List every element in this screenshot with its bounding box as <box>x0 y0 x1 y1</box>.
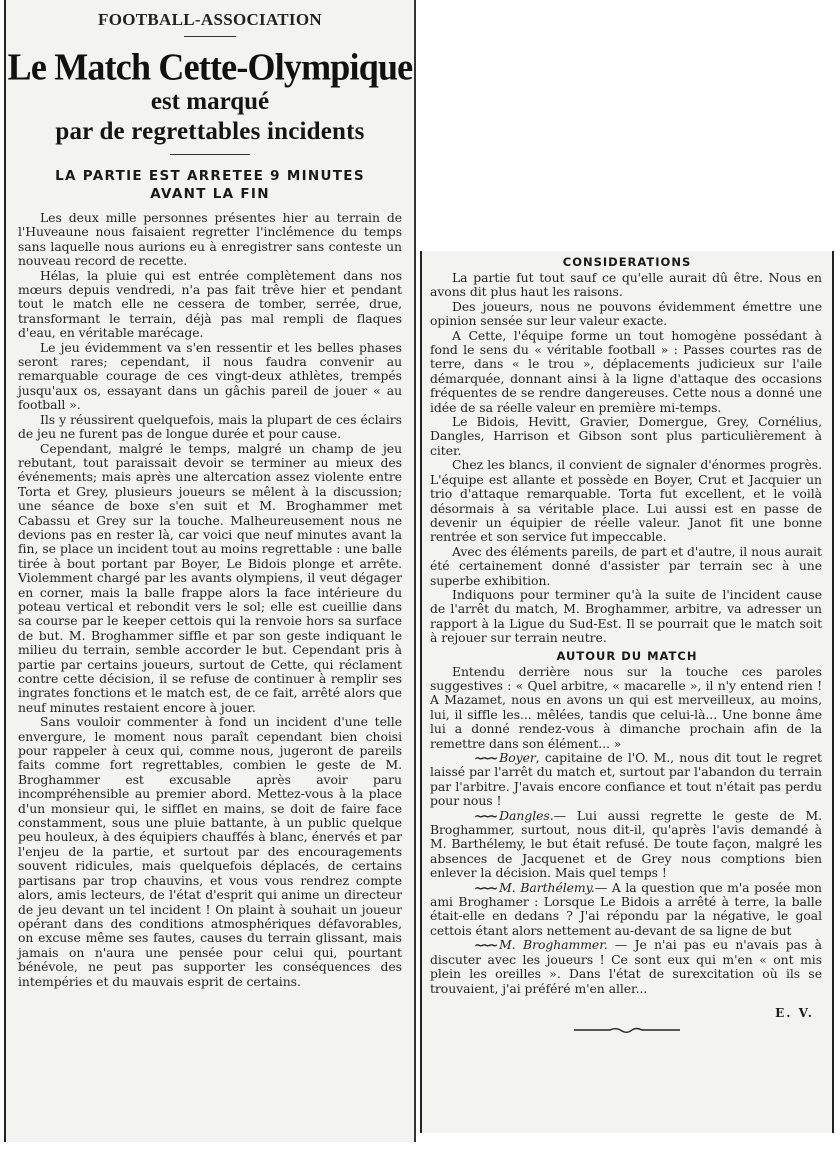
paragraph: Les deux mille personnes présentes hier au terrain de l'Huveaune nous faisaient regretter l'inclémence du temps sans laquelle nous aurions eu à enregistrer sans conteste un nouveau record de recette. <box>18 210 402 269</box>
end-ornament-icon <box>572 1026 682 1034</box>
quote-paragraph <box>430 938 822 996</box>
quote-paragraph <box>430 881 822 939</box>
paragraph: Cependant, malgré le temps, malgré un champ de jeu rebutant, tout paraissait devoir se terminer au mieux des événements; mais après une altercation assez violente entre Torta et Grey, plusieurs joueurs se mêlent à la discussion; une séance de boxe s'en suit et M. Broghammer met Cabassu et Grey sur la touche. Malheureusement nous ne devions pas en rester là, car voici que neuf minutes avant la fin, se place un incident tout au moins regrettable : une balle tirée à bout portant par Boyer, Le Bidois plonge et arrête. Violemment chargé par les avants olympiens, il veut dégager en corner, mais la balle frappe alors la face intérieure du poteau vertical et rebondit vers le sol; elle est cueillie dans sa course par le keeper cettois qui la renvoie hors sa surface de but. M. Broghammer siffle et par son geste indiquant le milieu du terrain, semble accorder le but. Cependant pris à partie par certains joueurs, surtout de Cette, qui réclament contre cette décision, il se refuse de continuer à remplir ses ingrates fonctions et le match est, de ce fait, arrêté alors que neuf minutes restaient encore à jouer. <box>18 440 402 715</box>
quote-paragraph <box>430 809 822 881</box>
quote-marker-icon: ~~~ <box>474 938 496 953</box>
quote-speaker: Dangles. <box>499 807 554 823</box>
paragraph: Le Bidois, Hevitt, Gravier, Domergue, Grey, Cornélius, Dangles, Harrison et Gibson sont plus particulièrement à citer. <box>430 414 822 458</box>
autour-body <box>422 665 832 996</box>
article-body <box>6 203 414 989</box>
paragraph: Entendu derrière nous sur la touche ces paroles suggestives : « Quel arbitre, « macarelle », il n'y entend rien ! A Mazamet, nous en avons un qui est merveilleux, au moins, lui, il siffle les... mêlées, tandis que celui-là... Une bonne âme lui a donné rendez-vous à dimanche prochain afin de la remettre dans son élément... » <box>430 663 822 751</box>
paragraph: Chez les blancs, il convient de signaler d'énormes progrès. L'équipe est allante et possède en Boyer, Crut et Jacquier un trio d'attaque remarquable. Torta fut excellent, et le voilà désormais à sa véritable place. Lui aussi est en passe de devenir un équipier de réelle valeur. Janot fit une bonne rentrée et son service fut impeccable. <box>430 457 822 545</box>
quote-marker-icon: ~~~ <box>474 880 496 895</box>
quote-speaker: Boyer <box>499 750 536 765</box>
article-subhead-2: par de regrettables incidents <box>55 118 365 145</box>
paragraph: Ils y réussirent quelquefois, mais la plupart de ces éclairs de jeu ne furent pas de longue durée et pour cause. <box>18 411 402 442</box>
paragraph: La partie fut tout sauf ce qu'elle aurait dû être. Nous en avons dit plus haut les raisons. <box>430 270 822 300</box>
quote-text: — Je n'ai pas eu n'avais pas à discuter avec les joueurs ! Ce sont eux qui m'en « ont mis plein les oreilles ». Dans l'état de surexcitation où ils se trouvaient, j'ai préféré m'en aller... <box>430 937 822 996</box>
considerations-heading: CONSIDERATIONS <box>562 255 692 269</box>
autour-heading: AUTOUR DU MATCH <box>556 648 698 663</box>
headline-divider <box>170 154 250 155</box>
quote-paragraph <box>430 751 822 809</box>
quote-marker-icon: ~~~ <box>474 751 496 765</box>
deck-line-1: LA PARTIE EST ARRETEE 9 MINUTES <box>55 168 365 184</box>
quote-speaker: M. Barthélemy. <box>499 879 595 895</box>
quote-text: — Lui aussi regrette le geste de M. Broghammer, surtout, nous dit-il, qu'après l'avis demandé à M. Barthélemy, le but était refusé. De toute façon, malgré les absences de Jacquenet et de Grey nous comptions bien enlever la décision. Mais quel temps ! <box>430 807 822 881</box>
quote-speaker: M. Broghammer. <box>499 937 608 953</box>
article-left-column <box>4 0 416 1142</box>
paragraph: Avec des éléments pareils, de part et d'autre, il nous aurait été certainement donné d'assister par terrain sec à une superbe exhibition. <box>430 543 822 588</box>
article-subhead-1: est marqué <box>150 88 270 115</box>
paragraph: Hélas, la pluie qui est entrée complètement dans nos mœurs depuis vendredi, n'a pas fait trêve hier et pendant tout le match elle ne cessera de tomber, serrée, drue, transformant le terrain, déjà pas mal rempli de flaques d'eau, en véritable marécage. <box>18 267 402 341</box>
kicker-divider <box>184 36 236 37</box>
paragraph: Le jeu évidemment va s'en ressentir et les belles phases seront rares; cependant, il nous faudra convenir au remarquable courage de ces vingt-deux athlètes, trempés jusqu'aux os, essayant dans un gâchis pareil de jouer « au football ». <box>18 339 402 413</box>
article-headline: Le Match Cette-Olympique <box>7 46 413 88</box>
article-right-column <box>420 251 834 1133</box>
quote-marker-icon: ~~~ <box>474 808 496 823</box>
quote-text: — A la question que m'a posée mon ami Broghamer : Lorsque Le Bidois a arrêté à terre, la balle était-elle en dedans ? J'ai répondu par la négative, le goal cettois étant alors nettement au-devant de sa ligne de but <box>430 879 822 938</box>
quote-text: , capitaine de l'O. M., nous dit tout le regret laissé par l'arrêt du match et, surtout par l'abandon du terrain par l'arbitre. J'avais encore confiance et tout n'était pas perdu pour nous ! <box>430 750 822 809</box>
author-signature: E. V. <box>775 1005 814 1020</box>
article-deck <box>6 167 414 203</box>
deck-line-2: AVANT LA FIN <box>150 186 270 202</box>
paragraph: Sans vouloir commenter à fond un incident d'une telle envergure, le moment nous paraît cependant bien choisi pour rappeler à ceux qui, comme nous, jugeront de pareils faits comme fort regrettables, combien le geste de M. Broghammer est excusable après avoir paru incompréhensible au premier abord. Mettez-vous à la place d'un monsieur qui, le sifflet en mains, se doit de faire face constamment, sous une pluie battante, à un public quelque peu houleux, à des équipiers chauffés à blanc, énervés et par l'enjeu de la partie, et surtout par des encouragements souvent ridicules, mais quelquefois déplacés, de certains partisans par trop chauvins, et vous vous rendrez compte alors, amis lecteurs, de l'état d'esprit qui anime un directeur de jeu devant un tel incident ! On plaint à souhait un joueur opérant dans des conditions atmosphériques défavorables, on excuse même ses fautes, causes du terrain glissant, mais jamais on n'aura une pensée pour celui qui, pourtant bénévole, ne peut pas supporter les conséquences des intempéries et du mauvais esprit de certains. <box>18 714 402 989</box>
paragraph: Des joueurs, nous ne pouvons évidemment émettre une opinion sensée sur leur valeur exacte. <box>430 298 822 329</box>
considerations-body <box>422 271 832 646</box>
section-kicker: FOOTBALL-ASSOCIATION <box>98 10 322 29</box>
paragraph: A Cette, l'équipe forme un tout homogène possédant à fond le sens du « véritable football » : Passes courtes ras de terre, dans « le trou », déplacements judicieux sur l'aile démarquée, donnant ainsi à la ligne d'attaque des occasions fréquentes de se rendre dangereuses. Cette nous a donné une idée de sa réelle valeur en première mi-temps. <box>430 327 822 415</box>
paragraph: Indiquons pour terminer qu'à la suite de l'incident cause de l'arrêt du match, M. Broghammer, arbitre, va adresser un rapport à la Ligue du Sud-Est. Il se pourrait que le match soit à rejouer sur terrain neutre. <box>430 586 822 646</box>
